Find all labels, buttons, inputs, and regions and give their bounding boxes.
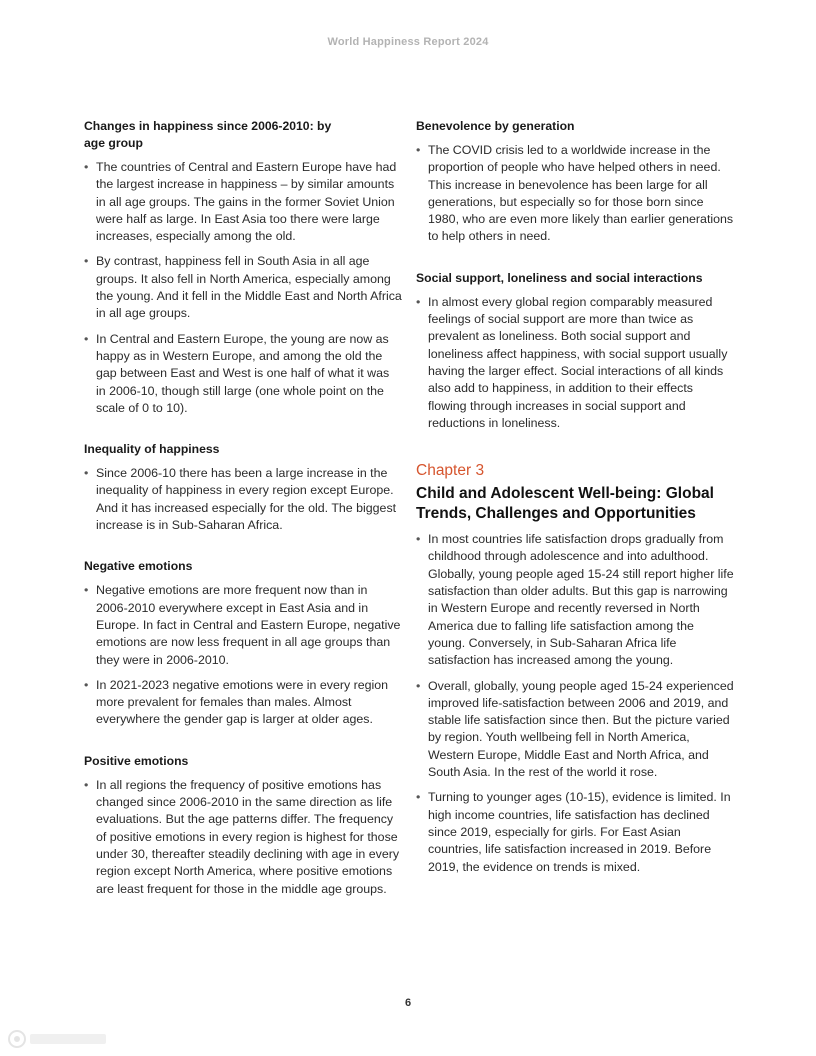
page-number: 6 <box>404 997 412 1009</box>
left-column <box>84 118 402 922</box>
list-item: • In Central and Eastern Europe, the young are now as happy as in Western Europe, and among the old the gap between East and West is one half of what it was in 2006-10, though still large (one whole point on the scale of 0 to 10). <box>84 331 402 417</box>
section-heading-age-group: Changes in happiness since 2006-2010: by age group <box>84 119 332 150</box>
section-heading-social-support: Social support, loneliness and social interactions <box>416 270 703 285</box>
bullet-list-inequality <box>84 465 402 534</box>
list-item: • Overall, globally, young people aged 15-24 experienced improved life-satisfaction between 2006 and 2019, and stable life satisfaction since then. But the picture varied by region. Youth wellbeing fell in North America, Western Europe, Middle East and North Africa, and South Asia. In the rest of the world it rose. <box>416 678 734 782</box>
chapter-title: Child and Adolescent Well-being: Global Trends, Challenges and Opportunities <box>416 485 714 523</box>
list-item: • The COVID crisis led to a worldwide increase in the proportion of people who have helped others in need. This increase in benevolence has been large for all generations, but especially so for those born since 1980, who are even more likely than earlier generations to help others in need. <box>416 142 734 246</box>
section-heading-positive-emotions: Positive emotions <box>84 753 189 768</box>
list-item: • Since 2006-10 there has been a large increase in the inequality of happiness in every region except Europe. And it has increased especially for the old. The biggest increase is in Sub-Saharan Africa. <box>84 465 402 534</box>
bullet-list-negative-emotions <box>84 582 402 728</box>
list-item: • In 2021-2023 negative emotions were in every region more prevalent for females than males. Almost everywhere the gender gap is larger at older ages. <box>84 677 402 729</box>
list-item: • By contrast, happiness fell in South Asia in all age groups. It also fell in North America, especially among the young. And it fell in the Middle East and North Africa in all age groups. <box>84 253 402 322</box>
section-heading-inequality: Inequality of happiness <box>84 442 220 457</box>
bullet-list-benevolence <box>416 142 734 246</box>
section-heading-negative-emotions: Negative emotions <box>84 559 193 574</box>
bullet-list-positive-emotions <box>84 777 402 898</box>
running-header: World Happiness Report 2024 <box>327 36 489 48</box>
list-item: • In almost every global region comparably measured feelings of social support are more than twice as prevalent as loneliness. Both social support and loneliness affect happiness, with social support usually having the larger effect. Social interactions of all kinds also add to happiness, in addition to their effects flowing through increases in social support and reductions in loneliness. <box>416 294 734 432</box>
section-heading-benevolence: Benevolence by generation <box>416 119 575 133</box>
bullet-list-age-group <box>84 159 402 417</box>
bullet-list-social-support <box>416 294 734 432</box>
list-item: • The countries of Central and Eastern Europe have had the largest increase in happiness – by similar amounts in all age groups. The gains in the former Soviet Union were half as large. In East Asia too there were large increases, especially among the old. <box>84 159 402 245</box>
right-column <box>416 118 734 900</box>
list-item: • In most countries life satisfaction drops gradually from childhood through adolescence and into adulthood. Globally, young people aged 15-24 still report higher life satisfaction than older adults. But this gap is narrowing in Western Europe and recently reversed in North America due to falling life satisfaction among the young. Conversely, in Sub-Saharan Africa life satisfaction has increased among the young. <box>416 531 734 669</box>
list-item: • In all regions the frequency of positive emotions has changed since 2006-2010 in the same direction as life evaluations. But the age patterns differ. The frequency of positive emotions in every region is highest for those under 30, thereafter steadily declining with age in every region except North America, where positive emotions are least frequent for those in the middle age groups. <box>84 777 402 898</box>
watermark-logo-icon <box>6 1028 110 1050</box>
chapter-label: Chapter 3 <box>416 462 485 480</box>
list-item: • Negative emotions are more frequent now than in 2006-2010 everywhere except in East Asia and in Europe. In fact in Central and Eastern Europe, negative emotions are now less frequent in all age groups than they were in 2006-2010. <box>84 582 402 668</box>
bullet-list-chapter-3 <box>416 531 734 876</box>
list-item: • Turning to younger ages (10-15), evidence is limited. In high income countries, life satisfaction has declined since 2019, especially for girls. For East Asian countries, life satisfaction increased in 2019. Before 2019, the evidence on trends is mixed. <box>416 789 734 875</box>
